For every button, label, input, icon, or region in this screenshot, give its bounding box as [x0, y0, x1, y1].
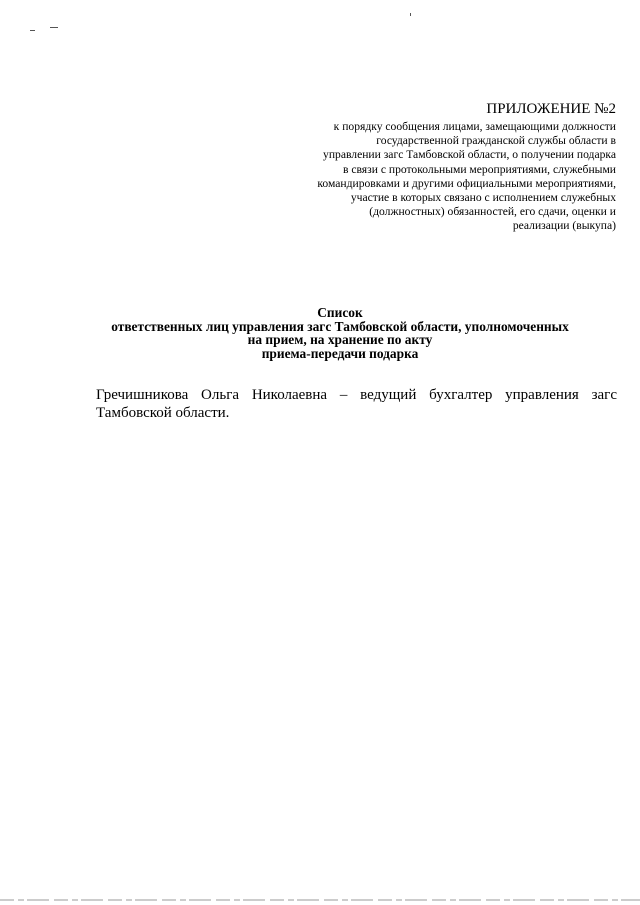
scan-artifact [410, 13, 411, 16]
scan-bottom-edge [0, 899, 640, 901]
list-header-line: ответственных лиц управления загс Тамбовской области, уполномоченных [111, 318, 569, 334]
list-header-line: на прием, на хранение по акту [247, 332, 433, 347]
scan-artifact [30, 30, 35, 31]
appendix-title: ПРИЛОЖЕНИЕ №2 [486, 101, 616, 117]
scan-artifact [50, 27, 58, 28]
appendix-description: к порядку сообщения лицами, замещающими должности государственной гражданской службы области в управлении загс Тамбовской области, о получении подарка в связи с протокольными мероприятиями, служебными командировками и другими официальными мероприятиями, участие в которых связано с исполнением служебных (должностных) обязанностей, его сдачи, оценки и реализации (выкупа) [317, 120, 616, 233]
list-header-title: Список [317, 305, 363, 320]
list-header-line: приема-передачи подарка [261, 345, 419, 361]
list-item: Гречишникова Ольга Николаевна – ведущий бухгалтер управления загс Тамбовской области. [96, 387, 617, 421]
appendix-block [316, 100, 616, 234]
list-header [60, 306, 620, 360]
